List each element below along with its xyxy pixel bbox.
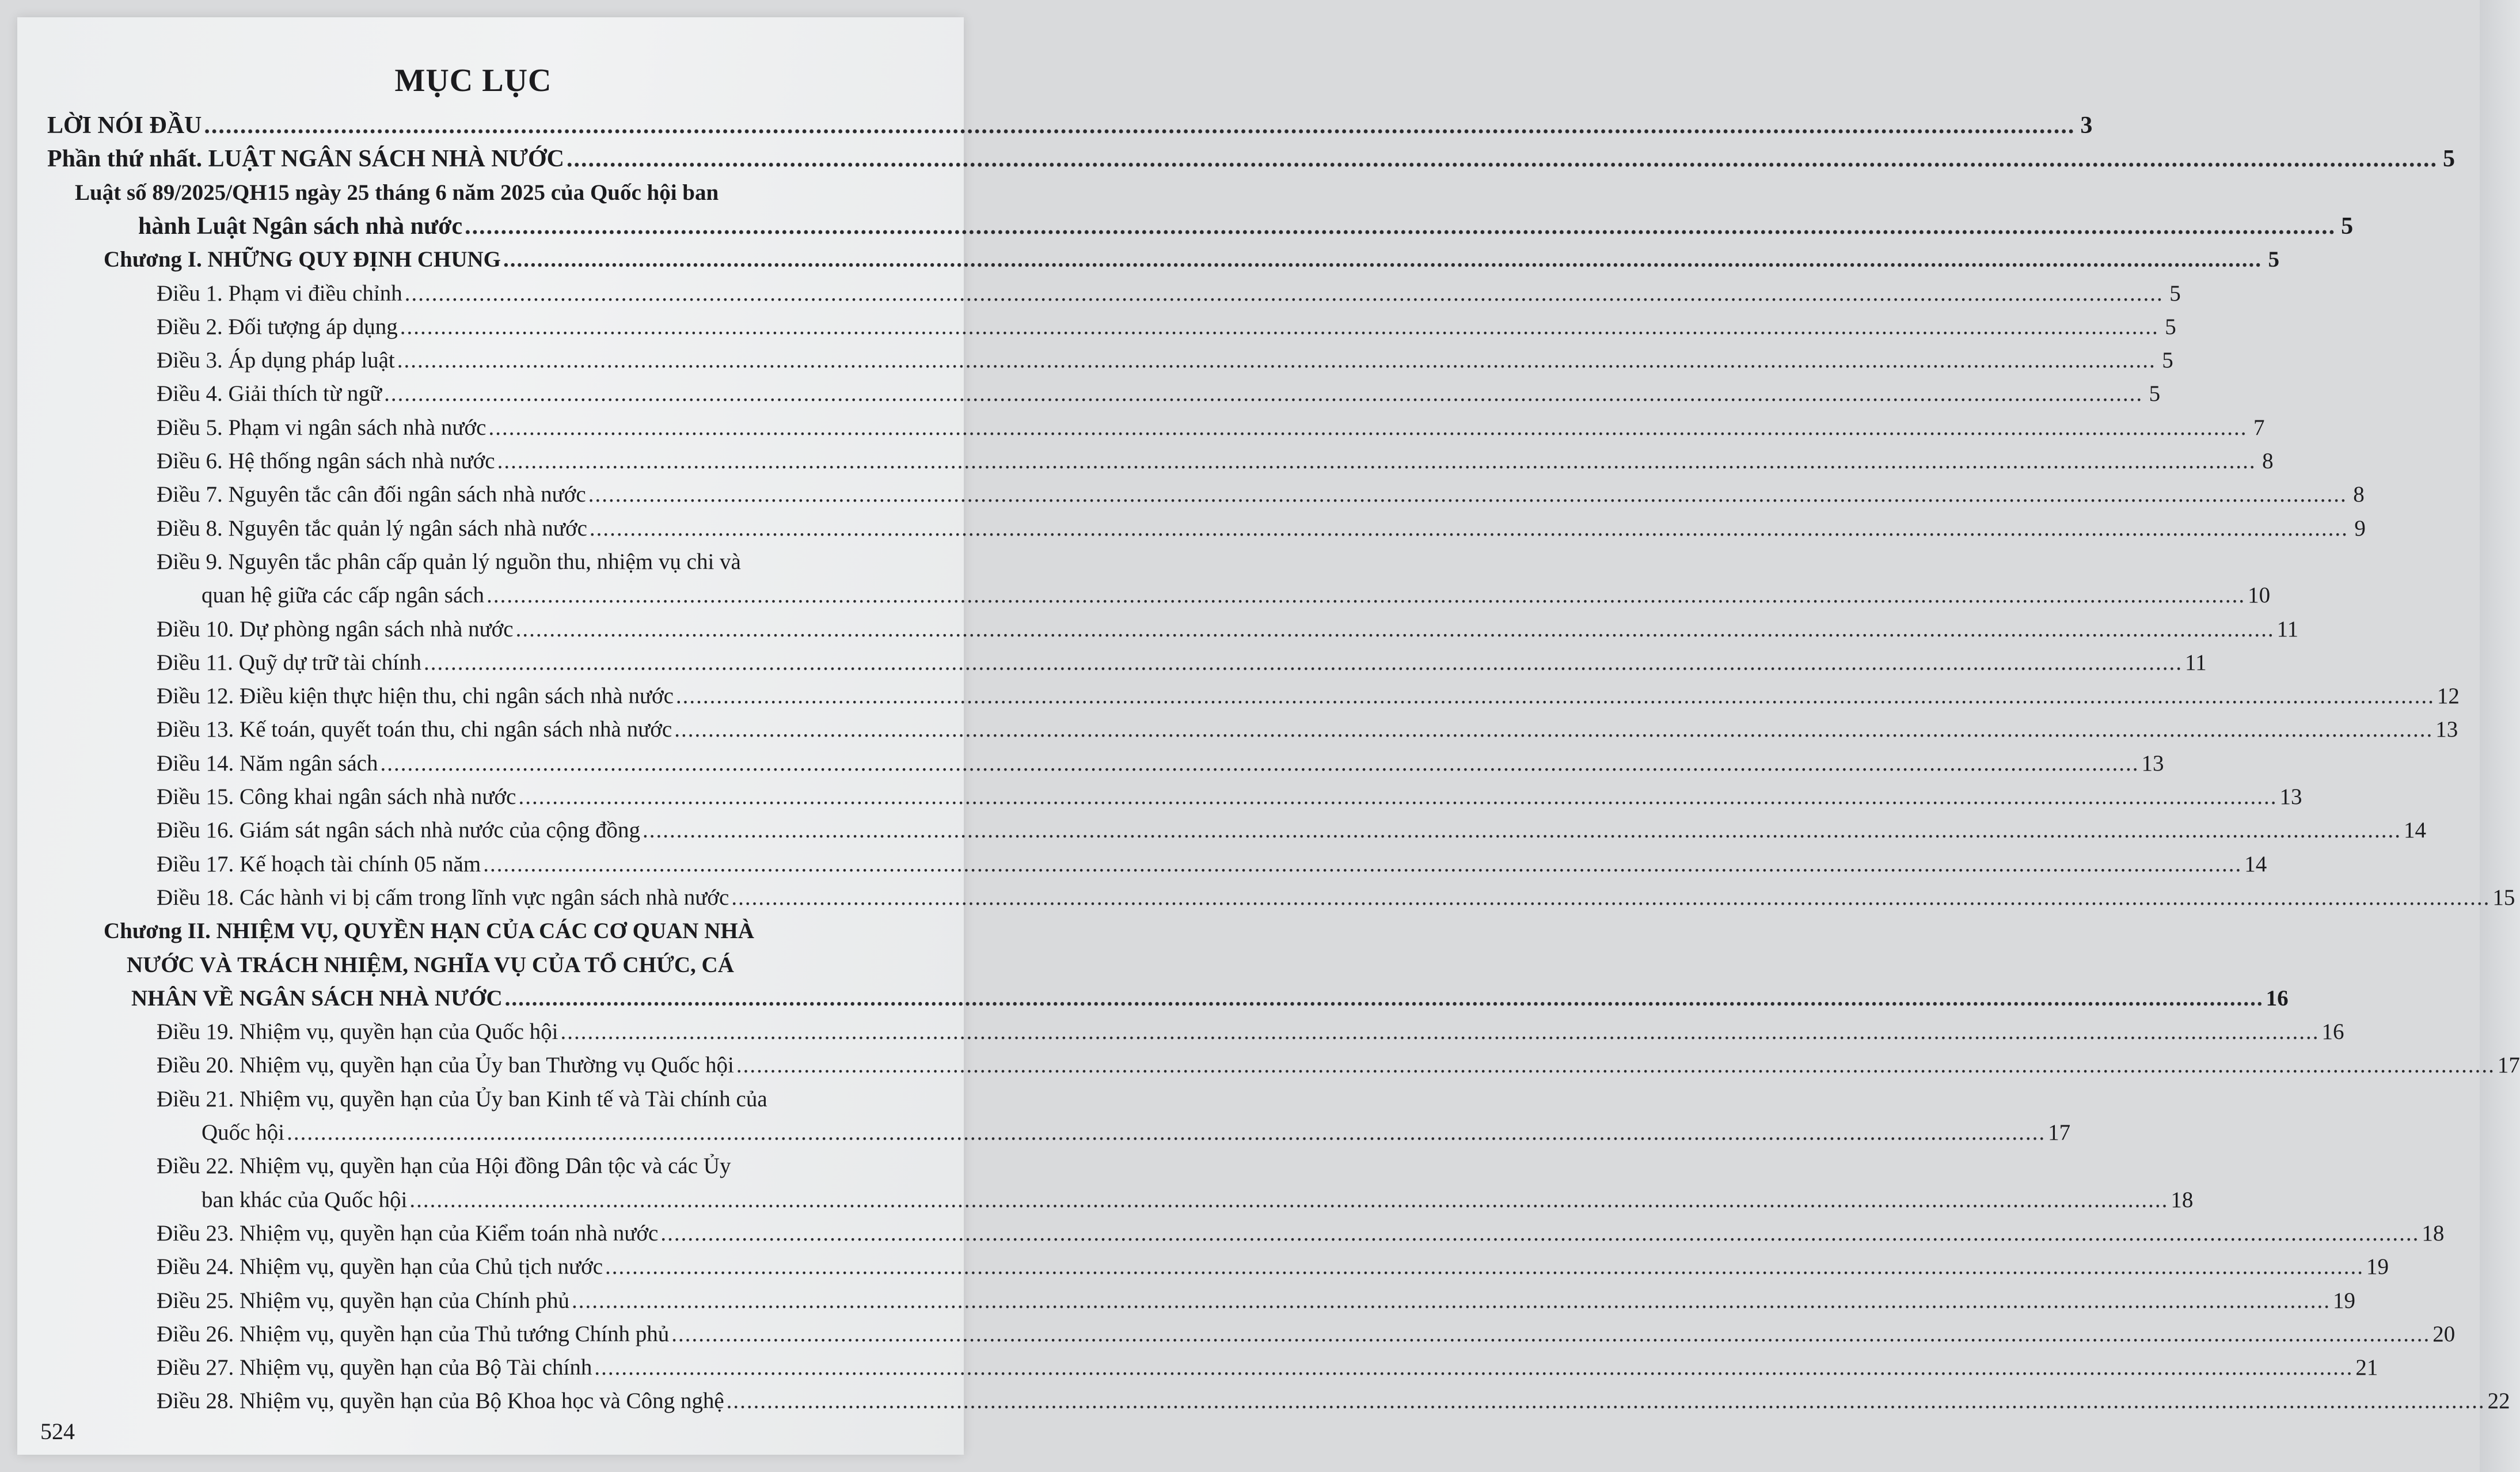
- toc-entry[interactable]: [157, 482, 2365, 509]
- toc-dot-leader: ....................................................................................................................................................................................................................................................................: [731, 885, 2491, 910]
- toc-entry-label: Điều 27. Nhiệm vụ, quyền hạn của Bộ Tài chính: [157, 1355, 592, 1380]
- toc-entry-label: NHÂN VỀ NGÂN SÁCH NHÀ NƯỚC: [131, 985, 503, 1011]
- toc-entry-label: Điều 25. Nhiệm vụ, quyền hạn của Chính phủ: [157, 1288, 570, 1313]
- toc-entry-label: Điều 13. Kế toán, quyết toán thu, chi ngân sách nhà nước: [157, 717, 672, 742]
- toc-dot-leader: ....................................................................................................................................................................................................................................................................: [675, 684, 2435, 709]
- toc-entry[interactable]: [157, 280, 2181, 308]
- toc-entry[interactable]: [157, 1019, 2344, 1046]
- toc-page-number: 16: [2321, 1019, 2344, 1045]
- toc-page-number: 15: [2492, 885, 2515, 910]
- toc-entry-label: Điều 10. Dự phòng ngân sách nhà nước: [157, 616, 514, 642]
- toc-page-number: 8: [2353, 482, 2365, 507]
- toc-page-number: 9: [2354, 515, 2366, 541]
- toc-page-number: 5: [2268, 247, 2279, 272]
- toc-entry-label: Phần thứ nhất. LUẬT NGÂN SÁCH NHÀ NƯỚC: [47, 146, 564, 173]
- toc-entry[interactable]: [157, 885, 2515, 912]
- toc-page-number: 5: [2169, 280, 2181, 306]
- toc-entry-label: ban khác của Quốc hội: [202, 1187, 408, 1212]
- toc-entry[interactable]: [157, 1355, 2378, 1382]
- toc-page-number: 14: [2403, 818, 2426, 843]
- toc-dot-leader: ....................................................................................................................................................................................................................................................................: [572, 1288, 2331, 1313]
- toc-page-number: 20: [2432, 1321, 2456, 1346]
- toc-page-number: 22: [2487, 1388, 2510, 1414]
- toc-entry[interactable]: [157, 818, 2426, 844]
- toc-entry[interactable]: [157, 851, 2267, 878]
- toc-entry-continuation: Điều 9. Nguyên tắc phân cấp quản lý nguồn thu, nhiệm vụ chi và: [157, 549, 741, 574]
- toc-entry-label: Điều 11. Quỹ dự trữ tài chính: [157, 650, 422, 675]
- toc-entry[interactable]: [157, 1388, 2510, 1415]
- toc-entry-continuation: Điều 21. Nhiệm vụ, quyền hạn của Ủy ban Kinh tế và Tài chính của: [157, 1086, 767, 1111]
- toc-entry-label: Điều 23. Nhiệm vụ, quyền hạn của Kiểm toán nhà nước: [157, 1220, 659, 1246]
- toc-entry-label: Điều 2. Đối tượng áp dụng: [157, 314, 398, 339]
- toc-page-number: 12: [2437, 684, 2460, 709]
- toc-entry-label: Điều 15. Công khai ngân sách nhà nước: [157, 784, 516, 809]
- toc-dot-leader: ....................................................................................................................................................................................................................................................................: [560, 1019, 2320, 1045]
- toc-entry[interactable]: [157, 381, 2161, 408]
- toc-entry[interactable]: [202, 1187, 2194, 1214]
- toc-entry-label: Điều 20. Nhiệm vụ, quyền hạn của Ủy ban Thường vụ Quốc hội: [157, 1053, 734, 1078]
- toc-entry-label: LỜI NÓI ĐẦU: [47, 112, 202, 139]
- toc-entry[interactable]: [138, 213, 2354, 240]
- toc-entry[interactable]: [131, 985, 2289, 1012]
- toc-dot-leader: ....................................................................................................................................................................................................................................................................: [515, 616, 2275, 642]
- toc-entry[interactable]: [157, 515, 2366, 542]
- toc-entry-continuation: Chương II. NHIỆM VỤ, QUYỀN HẠN CỦA CÁC CƠ QUAN NHÀ: [104, 919, 754, 944]
- toc-page-number: 5: [2443, 146, 2455, 173]
- toc-page-number: 19: [2333, 1288, 2356, 1313]
- toc-page-number: 8: [2262, 449, 2274, 473]
- toc-entry[interactable]: [157, 1321, 2456, 1348]
- toc-entry-label: Điều 1. Phạm vi điều chỉnh: [157, 280, 402, 306]
- toc-entry-label: Điều 17. Kế hoạch tài chính 05 năm: [157, 851, 481, 877]
- toc-entry-continuation: NƯỚC VÀ TRÁCH NHIỆM, NGHĨA VỤ CỦA TỔ CHỨC, CÁ: [127, 952, 734, 977]
- toc-dot-leader: ....................................................................................................................................................................................................................................................................: [671, 1321, 2431, 1346]
- toc-dot-leader: ....................................................................................................................................................................................................................................................................: [465, 213, 2336, 240]
- toc-page-number: 3: [2080, 112, 2093, 139]
- toc-entry-label: Điều 4. Giải thích từ ngữ: [157, 381, 382, 407]
- page-number: 524: [40, 1418, 75, 1444]
- toc-entry-label: Điều 16. Giám sát ngân sách nhà nước của cộng đồng: [157, 818, 640, 843]
- toc-entry-label: hành Luật Ngân sách nhà nước: [138, 213, 463, 240]
- toc-page-number: 5: [2341, 213, 2354, 240]
- toc-dot-leader: ....................................................................................................................................................................................................................................................................: [518, 784, 2278, 809]
- toc-page-number: 18: [2422, 1220, 2445, 1246]
- toc-entry-label: Điều 14. Năm ngân sách: [157, 750, 378, 776]
- toc-entry-label: Quốc hội: [202, 1120, 285, 1145]
- toc-entry[interactable]: [157, 1254, 2389, 1281]
- toc-page-number: 13: [2279, 784, 2302, 809]
- toc-page-number: 10: [2248, 583, 2271, 608]
- toc-entry[interactable]: [157, 1288, 2356, 1315]
- toc-entry[interactable]: [157, 717, 2458, 743]
- toc-entry-label: Điều 6. Hệ thống ngân sách nhà nước: [157, 449, 495, 473]
- toc-entry[interactable]: [47, 146, 2455, 173]
- toc-dot-leader: ....................................................................................................................................................................................................................................................................: [486, 583, 2246, 608]
- toc-page-number: 5: [2165, 314, 2176, 339]
- toc-dot-leader: ....................................................................................................................................................................................................................................................................: [726, 1388, 2485, 1414]
- toc-entry-label: Điều 28. Nhiệm vụ, quyền hạn của Bộ Khoa học và Công nghệ: [157, 1388, 724, 1414]
- toc-page-number: 5: [2149, 381, 2161, 407]
- toc-page-number: 13: [2141, 750, 2164, 776]
- toc-dot-leader: ....................................................................................................................................................................................................................................................................: [642, 818, 2401, 843]
- toc-dot-leader: ....................................................................................................................................................................................................................................................................: [380, 750, 2139, 776]
- toc-page-number: 11: [2185, 650, 2207, 675]
- toc-entry-label: Điều 18. Các hành vi bị cấm trong lĩnh vực ngân sách nhà nước: [157, 885, 729, 910]
- toc-page-number: 13: [2435, 717, 2458, 742]
- toc-entry-label: Điều 19. Nhiệm vụ, quyền hạn của Quốc hội: [157, 1019, 558, 1045]
- toc-entry[interactable]: [104, 247, 2279, 274]
- toc-title: MỤC LỤC: [394, 63, 552, 98]
- toc-entry-label: Điều 26. Nhiệm vụ, quyền hạn của Thủ tướng Chính phủ: [157, 1321, 670, 1346]
- toc-dot-leader: ....................................................................................................................................................................................................................................................................: [404, 280, 2164, 306]
- toc-entry-label: Điều 3. Áp dụng pháp luật: [157, 348, 395, 373]
- toc-dot-leader: ....................................................................................................................................................................................................................................................................: [409, 1187, 2169, 1212]
- toc-entry[interactable]: [47, 112, 2093, 139]
- toc-entry-label: Chương I. NHỮNG QUY ĐỊNH CHUNG: [104, 247, 501, 272]
- toc-dot-leader: ....................................................................................................................................................................................................................................................................: [736, 1053, 2495, 1078]
- toc-entry[interactable]: [157, 314, 2176, 341]
- toc-entry[interactable]: [157, 784, 2302, 811]
- toc-dot-leader: ....................................................................................................................................................................................................................................................................: [674, 717, 2434, 742]
- toc-page-number: 17: [2497, 1053, 2520, 1078]
- toc-dot-leader: ....................................................................................................................................................................................................................................................................: [400, 314, 2159, 339]
- toc-dot-leader: ....................................................................................................................................................................................................................................................................: [497, 449, 2256, 473]
- toc-page-number: 11: [2276, 616, 2299, 642]
- toc-entry[interactable]: [157, 616, 2299, 643]
- toc-entry-label: Điều 7. Nguyên tắc cân đối ngân sách nhà nước: [157, 482, 586, 507]
- toc-entry[interactable]: [202, 1120, 2071, 1147]
- toc-page-number: 16: [2266, 985, 2289, 1011]
- toc-entry[interactable]: [157, 415, 2265, 442]
- toc-page-number: 7: [2253, 415, 2265, 440]
- toc-dot-leader: ....................................................................................................................................................................................................................................................................: [567, 146, 2438, 173]
- toc-dot-leader: ....................................................................................................................................................................................................................................................................: [384, 381, 2143, 407]
- toc-dot-leader: ....................................................................................................................................................................................................................................................................: [594, 1355, 2354, 1380]
- toc-dot-leader: ....................................................................................................................................................................................................................................................................: [287, 1120, 2046, 1145]
- toc-page-number: 17: [2048, 1120, 2071, 1145]
- toc-dot-leader: ....................................................................................................................................................................................................................................................................: [503, 247, 2262, 272]
- toc-page-number: 5: [2162, 348, 2173, 373]
- page-edge-shadow: [2480, 0, 2520, 1472]
- toc-dot-leader: ....................................................................................................................................................................................................................................................................: [504, 985, 2264, 1011]
- toc-entry-label: Điều 12. Điều kiện thực hiện thu, chi ngân sách nhà nước: [157, 684, 674, 709]
- toc-dot-leader: ....................................................................................................................................................................................................................................................................: [660, 1220, 2420, 1246]
- toc-entry[interactable]: [157, 1220, 2445, 1247]
- toc-dot-leader: ....................................................................................................................................................................................................................................................................: [589, 515, 2348, 541]
- toc-page-number: 21: [2355, 1355, 2378, 1380]
- toc-entry[interactable]: [202, 583, 2271, 609]
- toc-dot-leader: ....................................................................................................................................................................................................................................................................: [588, 482, 2347, 507]
- toc-entry-continuation: Điều 22. Nhiệm vụ, quyền hạn của Hội đồng Dân tộc và các Ủy: [157, 1154, 731, 1179]
- toc-entry[interactable]: [157, 449, 2274, 475]
- toc-dot-leader: ....................................................................................................................................................................................................................................................................: [483, 851, 2242, 877]
- toc-page-number: 19: [2366, 1254, 2389, 1280]
- toc-entry-label: Điều 8. Nguyên tắc quản lý ngân sách nhà nước: [157, 515, 587, 541]
- toc-dot-leader: ....................................................................................................................................................................................................................................................................: [605, 1254, 2365, 1280]
- toc-page-number: 18: [2171, 1187, 2194, 1212]
- toc-entry-continuation: Luật số 89/2025/QH15 ngày 25 tháng 6 năm 2025 của Quốc hội ban: [75, 180, 719, 205]
- toc-entry[interactable]: [157, 1053, 2520, 1079]
- toc-page-number: 14: [2244, 851, 2267, 877]
- toc-dot-leader: ....................................................................................................................................................................................................................................................................: [488, 415, 2248, 440]
- toc-entry[interactable]: [157, 750, 2164, 777]
- toc-dot-leader: ....................................................................................................................................................................................................................................................................: [424, 650, 2183, 675]
- toc-entry-label: Điều 24. Nhiệm vụ, quyền hạn của Chủ tịch nước: [157, 1254, 603, 1280]
- toc-dot-leader: ....................................................................................................................................................................................................................................................................: [397, 348, 2156, 373]
- toc-entry-label: Điều 5. Phạm vi ngân sách nhà nước: [157, 415, 486, 440]
- toc-entry[interactable]: [157, 684, 2460, 710]
- toc-entry-label: quan hệ giữa các cấp ngân sách: [202, 583, 485, 608]
- toc-entry[interactable]: [157, 348, 2173, 374]
- toc-dot-leader: ....................................................................................................................................................................................................................................................................: [204, 112, 2076, 139]
- toc-entry[interactable]: [157, 650, 2207, 677]
